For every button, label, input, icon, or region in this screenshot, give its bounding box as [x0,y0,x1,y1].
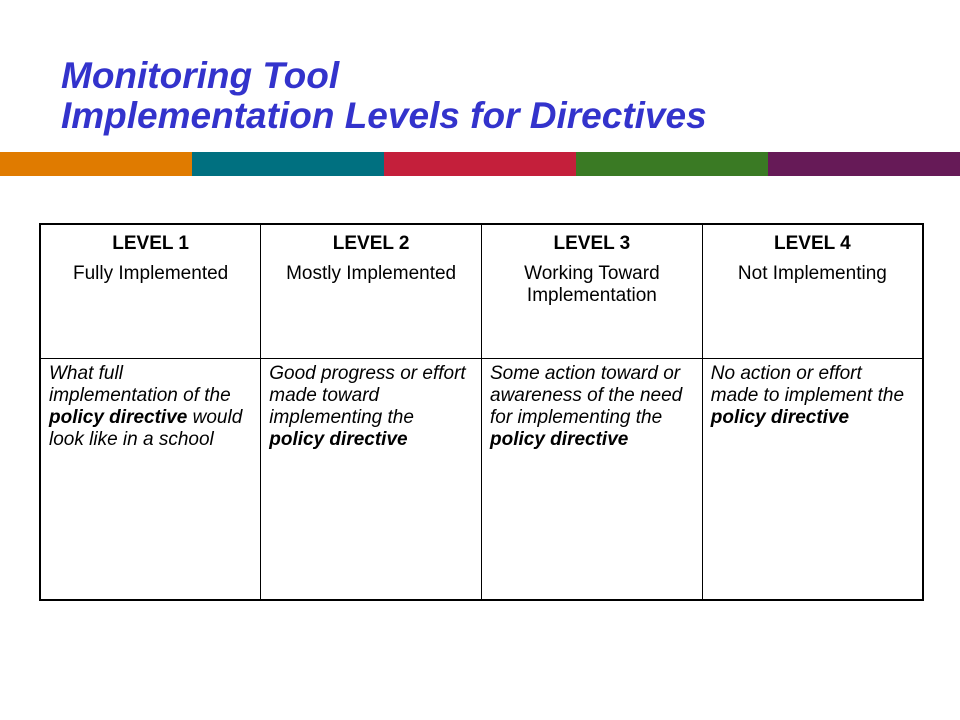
title-line-1: Monitoring Tool [61,55,340,96]
level-3-label: LEVEL 3 [553,233,631,254]
slide-title [61,56,707,136]
level-4-desc-text: No action or effort made to implement the [710,363,905,406]
level-4-label: LEVEL 4 [774,233,851,254]
color-bar-segment-teal [192,152,384,176]
level-1-desc-text: What full implementation of the [49,363,231,406]
color-bar-segment-green [576,152,768,176]
level-1-desc-bold: policy directive [49,407,188,428]
level-4-name: Not Implementing [737,263,887,284]
table-description-row [40,359,923,601]
level-3-desc-bold: policy directive [490,429,629,450]
level-3-desc-text: Some action toward or awareness of the need for implementing the [490,363,683,428]
level-2-desc-bold: policy directive [269,429,408,450]
title-line-2: Implementation Levels for Directives [61,95,707,136]
level-3-header-cell [482,224,703,359]
level-2-header-cell [261,224,482,359]
color-bar-segment-red [384,152,576,176]
level-4-header-cell [702,224,923,359]
table-header-row [40,224,923,359]
color-bar [0,152,960,176]
level-1-description [40,359,261,601]
level-3-name: Working Toward Implementation [524,263,660,306]
level-2-label: LEVEL 2 [332,233,410,254]
color-bar-segment-purple [768,152,960,176]
level-3-description [482,359,703,601]
level-2-name: Mostly Implemented [286,263,457,284]
level-1-header-cell [40,224,261,359]
level-4-description [702,359,923,601]
implementation-levels-table [39,223,924,601]
level-1-name: Fully Implemented [73,263,229,284]
level-1-desc-end: would look like in a school [49,407,243,450]
level-1-label: LEVEL 1 [112,233,189,254]
level-2-description [261,359,482,601]
level-4-desc-bold: policy directive [710,407,850,428]
color-bar-segment-orange [0,152,192,176]
level-2-desc-text: Good progress or effort made toward implementing the [269,363,466,428]
